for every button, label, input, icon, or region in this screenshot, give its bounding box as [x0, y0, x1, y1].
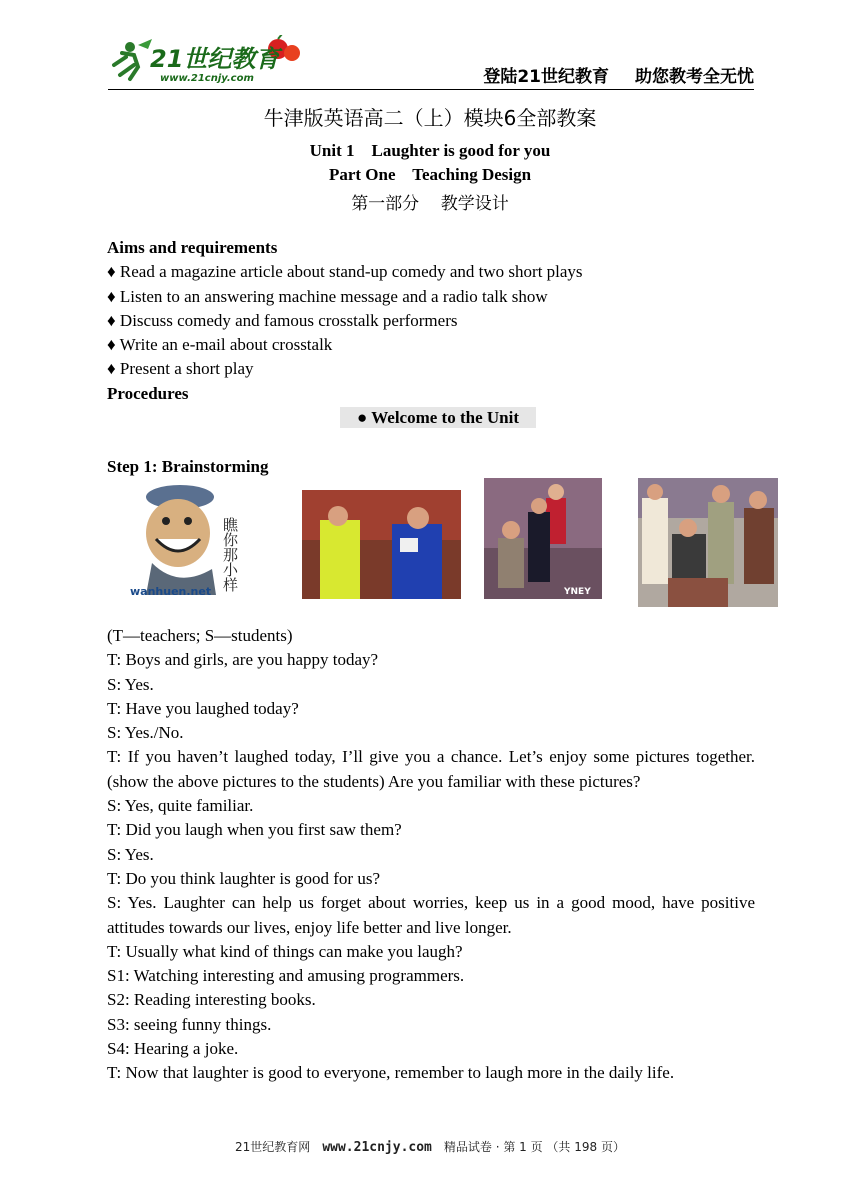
crosstalk-photo-1	[302, 490, 461, 599]
dialogue-line: T: Now that laughter is good to everyone, remember to laugh more in the daily life.	[107, 1063, 675, 1083]
aim-item: ♦ Present a short play	[107, 359, 254, 379]
welcome-section-label: ● Welcome to the Unit	[340, 407, 536, 428]
dialogue	[107, 624, 755, 1086]
page-footer	[0, 1138, 860, 1155]
aims-section	[107, 236, 755, 406]
dialogue-line: S: Yes./No.	[107, 723, 184, 743]
procedures-heading: Procedures	[107, 383, 189, 403]
document-title: 牛津版英语高二（上）模块6全部教案	[263, 106, 597, 130]
caricature-caption: 瞧你那小样	[221, 517, 239, 592]
part-title-chinese: 第一部分 教学设计	[351, 194, 509, 214]
dialogue-line: (T—teachers; S—students)	[107, 626, 293, 645]
step1-section	[107, 455, 755, 479]
dialogue-line: T: If you haven’t laughed today, I’ll give you a chance. Let’s enjoy some pictures together. (show the above pictures to the students) Are you familiar with these pictures?	[107, 747, 755, 791]
footer-url[interactable]: www.21cnjy.com	[322, 1140, 432, 1155]
dialogue-line: S: Yes. Laughter can help us forget about worries, keep us in a good mood, have positive attitudes towards our lives, enjoy life better and live longer.	[107, 893, 755, 937]
header-slogan	[483, 62, 754, 87]
aim-item: ♦ Write an e-mail about crosstalk	[107, 335, 333, 355]
crosstalk-photo-3	[638, 478, 778, 607]
aims-heading: Aims and requirements	[107, 238, 278, 257]
slogan-left: 登陆21世纪教育	[483, 67, 609, 87]
photo-watermark: YNEY	[564, 587, 591, 597]
brainstorm-pictures	[0, 477, 860, 607]
slogan-right: 助您教考全无忧	[635, 67, 754, 87]
dialogue-line: S: Yes, quite familiar.	[107, 796, 254, 816]
aim-item: ♦ Discuss comedy and famous crosstalk performers	[107, 310, 458, 330]
footer-site-name: 21世纪教育网	[235, 1140, 311, 1154]
dialogue-line: S1: Watching interesting and amusing programmers.	[107, 966, 465, 986]
dialogue-line: T: Usually what kind of things can make you laugh?	[107, 941, 463, 961]
dialogue-line: S4: Hearing a joke.	[107, 1039, 239, 1059]
dialogue-line: T: Do you think laughter is good for us?	[107, 868, 381, 888]
step1-heading: Step 1: Brainstorming	[107, 457, 269, 476]
crosstalk-photo-2	[484, 478, 602, 599]
dialogue-line: T: Did you laugh when you first saw them?	[107, 820, 402, 840]
caricature-watermark: wanhuen.net	[130, 585, 212, 598]
footer-page-info: 精品试卷 · 第 1 页 （共 198 页）	[443, 1140, 625, 1154]
dialogue-line: T: Boys and girls, are you happy today?	[107, 650, 379, 670]
unit-title: Unit 1 Laughter is good for you	[309, 141, 551, 160]
part-title: Part One Teaching Design	[328, 165, 532, 184]
logo-21cnjy	[108, 35, 308, 87]
dialogue-line: S3: seeing funny things.	[107, 1014, 272, 1034]
dialogue-line: S: Yes.	[107, 844, 154, 864]
dialogue-line: S: Yes.	[107, 674, 154, 694]
aim-item: ♦ Read a magazine article about stand-up comedy and two short plays	[107, 262, 583, 282]
page-header	[108, 30, 754, 90]
logo-text: 21世纪教育	[150, 45, 280, 73]
dialogue-line: S2: Reading interesting books.	[107, 990, 316, 1010]
header-divider	[108, 89, 754, 90]
caricature-image	[126, 477, 254, 599]
dialogue-line: T: Have you laughed today?	[107, 698, 299, 718]
logo-url: www.21cnjy.com	[160, 73, 254, 84]
aim-item: ♦ Listen to an answering machine message and a radio talk show	[107, 286, 548, 306]
